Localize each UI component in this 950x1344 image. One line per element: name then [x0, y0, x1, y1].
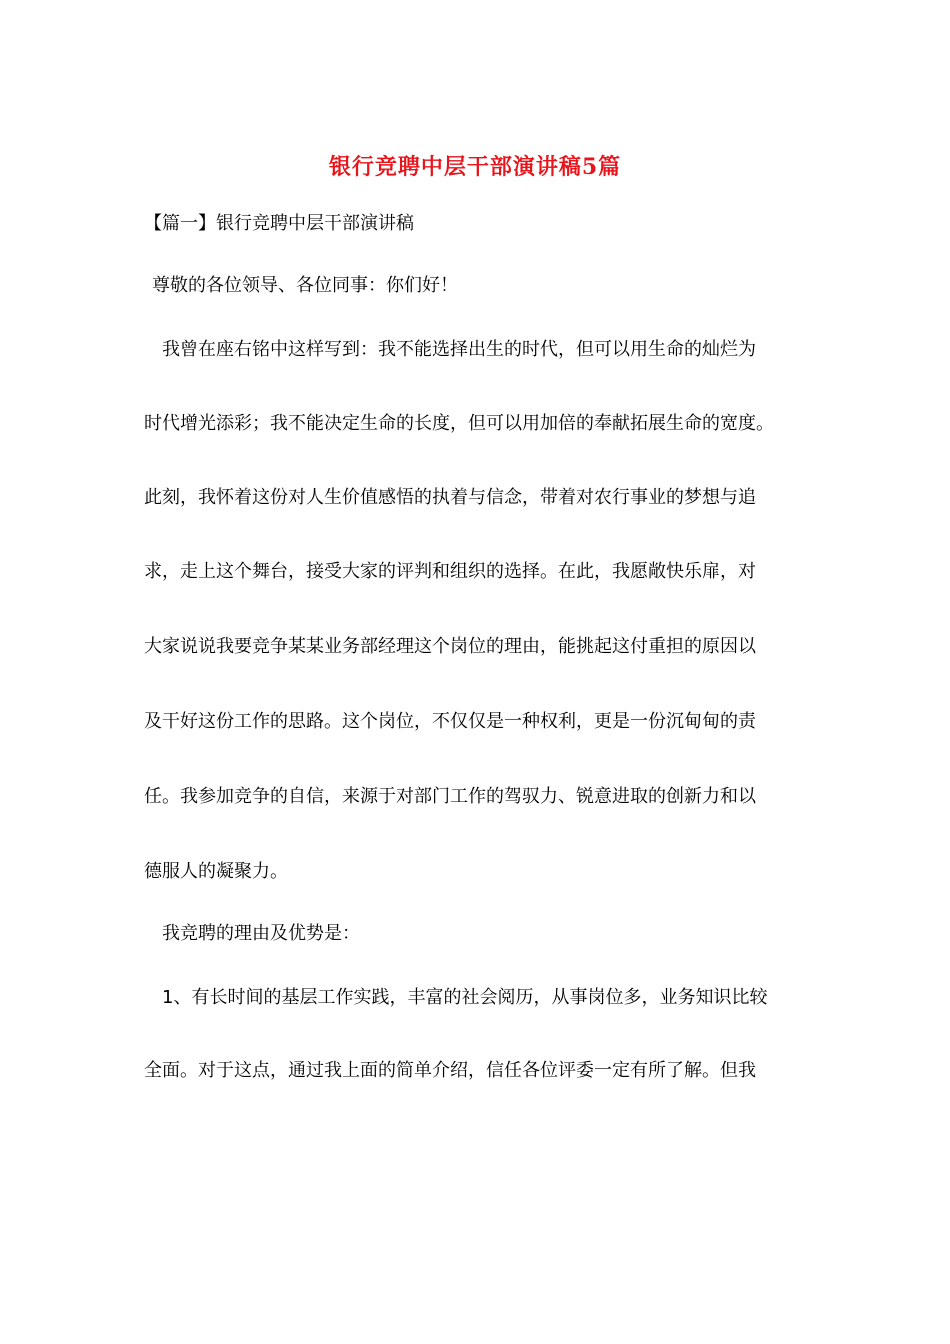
- reason-line: 1、有长时间的基层工作实践，丰富的社会阅历，从事岗位多，业务知识比较: [162, 987, 768, 1008]
- paragraph-line: 求，走上这个舞台，接受大家的评判和组织的选择。在此，我愿敞快乐扉，对: [144, 561, 756, 582]
- paragraph-line: 及干好这份工作的思路。这个岗位，不仅仅是一种权利，更是一份沉甸甸的责: [144, 711, 756, 732]
- document-title: 银行竞聘中层干部演讲稿5篇: [328, 154, 622, 180]
- reasons-intro-line: 我竞聘的理由及优势是：: [162, 923, 360, 944]
- paragraph-line: 大家说说我要竞争某某业务部经理这个岗位的理由，能挑起这付重担的原因以: [144, 636, 756, 657]
- greeting-line: 尊敬的各位领导、各位同事：你们好！: [152, 275, 458, 296]
- section-heading: 【篇一】银行竞聘中层干部演讲稿: [144, 213, 414, 234]
- paragraph-line: 时代增光添彩；我不能决定生命的长度，但可以用加倍的奉献拓展生命的宽度。: [144, 413, 774, 434]
- paragraph-line: 我曾在座右铭中这样写到：我不能选择出生的时代，但可以用生命的灿烂为: [162, 339, 756, 360]
- paragraph-line: 德服人的凝聚力。: [144, 861, 288, 882]
- paragraph-line: 此刻，我怀着这份对人生价值感悟的执着与信念，带着对农行事业的梦想与追: [144, 487, 756, 508]
- paragraph-line: 任。我参加竞争的自信，来源于对部门工作的驾驭力、锐意进取的创新力和以: [144, 786, 756, 807]
- reason-line: 全面。对于这点，通过我上面的简单介绍，信任各位评委一定有所了解。但我: [144, 1060, 756, 1081]
